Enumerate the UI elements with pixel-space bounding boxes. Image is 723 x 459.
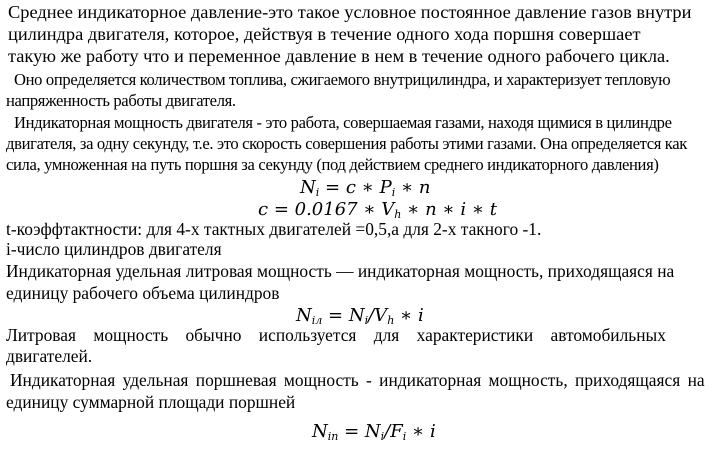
formula-indicated-power bbox=[300, 177, 431, 198]
para3-line3: сила, умноженная на путь поршня за секунду (под действием среднего индикаторного давления) bbox=[6, 155, 659, 174]
formula1-rhs-sub: i bbox=[391, 186, 396, 199]
formula2-eq: = 0.0167 ∗ V bbox=[273, 199, 395, 220]
para5-line2: двигателей. bbox=[6, 346, 93, 366]
para5-line1: Литровая мощность обычно используется для характеристики автомобильных bbox=[6, 325, 666, 345]
para4-line2: единицу рабочего объема цилиндров bbox=[6, 283, 280, 303]
formula3-slash-sub: h bbox=[387, 314, 395, 327]
formula1-rhs: = c ∗ P bbox=[325, 177, 392, 198]
para1-line2: цилиндра двигателя, которое, действуя в течение одного хода поршня совершает bbox=[8, 24, 641, 44]
formula2-sub: h bbox=[394, 208, 402, 221]
formula1-lhs-sub: i bbox=[315, 186, 320, 199]
formula4-lhs-sub: in bbox=[327, 430, 339, 443]
formula1-tail: ∗ n bbox=[400, 177, 431, 198]
formula4-tail: ∗ i bbox=[412, 421, 436, 442]
formula3-slash: /V bbox=[368, 305, 388, 326]
para6-line2: единицу суммарной площади поршней bbox=[6, 392, 296, 412]
formula2-tail: ∗ n ∗ i ∗ t bbox=[407, 199, 498, 220]
para1-line1: Среднее индикаторное давление-это такое условное постоянное давление газов внутри bbox=[8, 2, 692, 22]
para2-line2: напряженность работы двигателя. bbox=[6, 91, 236, 110]
para1-line3: такую же работу что и переменное давление в нем в течение одного рабочего цикла. bbox=[8, 46, 670, 66]
formula3-tail: ∗ i bbox=[400, 305, 424, 326]
formula4-slash-sub: i bbox=[402, 430, 407, 443]
para2-line1: Оно определяется количеством топлива, сжигаемого внутрицилиндра, и характеризует тепловую bbox=[14, 70, 671, 89]
formula-specific-liter-power bbox=[296, 305, 424, 326]
formula4-slash: /F bbox=[384, 421, 403, 442]
i-cylinders-line: i-число цилиндров двигателя bbox=[6, 239, 222, 259]
para3-line1: Индикаторная мощность двигателя - это работа, совершаемая газами, находя щимися в цилиндре bbox=[14, 113, 672, 132]
formula3-lhs: N bbox=[296, 305, 312, 326]
para6-line1: Индикаторная удельная поршневая мощность - индикаторная мощность, приходящаяся на bbox=[10, 370, 705, 390]
formula1-lhs: N bbox=[300, 177, 316, 198]
formula-specific-piston-power bbox=[312, 421, 436, 442]
formula4-lhs: N bbox=[312, 421, 328, 442]
para4-line1: Индикаторная удельная литровая мощность — индикаторная мощность, приходящаяся на bbox=[6, 261, 675, 281]
t-coefficient-line: t-коэффтактности: для 4-х тактных двигателей =0,5,а для 2-х такного -1. bbox=[6, 219, 542, 239]
formula2-lhs: c bbox=[258, 199, 269, 220]
para3-line2: двигателя, за одну секунду, т.е. это скорость совершения работы этими газами. Она определяется как bbox=[6, 134, 687, 153]
formula4-eq-sub: i bbox=[380, 430, 385, 443]
formula3-lhs-sub: iл bbox=[311, 314, 323, 327]
formula4-eq: = N bbox=[344, 421, 381, 442]
formula3-eq-sub: i bbox=[364, 314, 369, 327]
formula-coefficient bbox=[258, 199, 497, 220]
formula3-eq: = N bbox=[328, 305, 365, 326]
